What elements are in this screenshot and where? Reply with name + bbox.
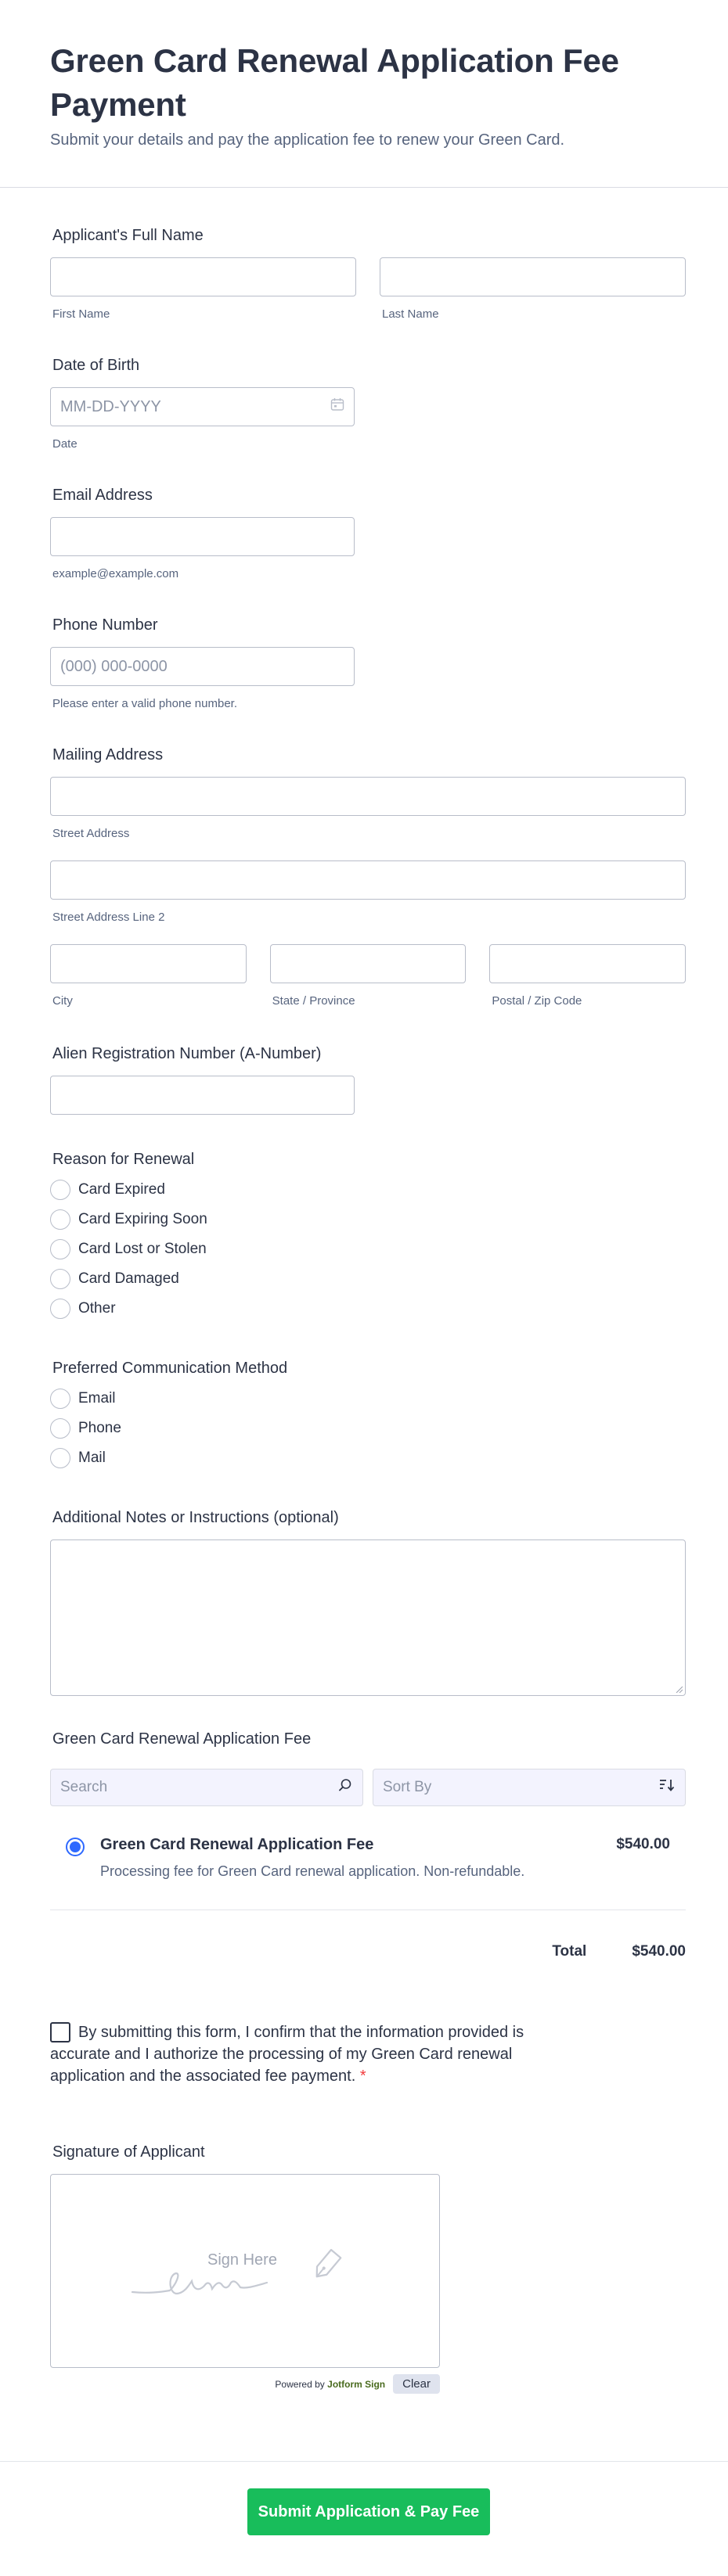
- reason-label: Reason for Renewal: [52, 1151, 195, 1168]
- total-label: Total: [552, 1943, 587, 1960]
- reason-option-label: Card Damaged: [78, 1270, 179, 1287]
- street-input[interactable]: [50, 777, 686, 816]
- product-sort-placeholder: Sort By: [383, 1779, 432, 1795]
- fullname-label: Applicant's Full Name: [52, 227, 204, 244]
- comm-option[interactable]: [50, 1414, 686, 1443]
- required-asterisk: *: [359, 2068, 366, 2085]
- address-label: Mailing Address: [52, 746, 164, 763]
- email-field: [50, 487, 686, 580]
- street2-input[interactable]: [50, 860, 686, 900]
- signature-pad[interactable]: [50, 2174, 440, 2368]
- powered-by-text: [275, 2379, 385, 2390]
- street2-sublabel: Street Address Line 2: [52, 911, 165, 924]
- form-footer: [0, 2461, 728, 2576]
- notes-field: [50, 1509, 686, 1696]
- phone-sublabel: Please enter a valid phone number.: [52, 697, 237, 710]
- jotform-sign-brand: Jotform Sign: [327, 2378, 386, 2390]
- radio-button[interactable]: [50, 1299, 70, 1319]
- state-input[interactable]: [270, 944, 467, 983]
- dob-label: Date of Birth: [52, 357, 140, 374]
- product-price: $540.00: [616, 1836, 670, 1852]
- reason-option[interactable]: [50, 1175, 686, 1205]
- first-name-input[interactable]: [50, 257, 356, 296]
- radio-button[interactable]: [50, 1418, 70, 1439]
- product-description: Processing fee for Green Card renewal application. Non-refundable.: [100, 1863, 525, 1879]
- form-body: [0, 227, 728, 2394]
- signature-footer: [50, 2374, 440, 2394]
- reason-option-label: Other: [78, 1300, 116, 1317]
- anumber-input[interactable]: [50, 1076, 355, 1115]
- comm-option-label: Phone: [78, 1420, 121, 1436]
- reason-option[interactable]: [50, 1294, 686, 1324]
- clear-signature-button[interactable]: Clear: [393, 2374, 440, 2394]
- notes-textarea[interactable]: [50, 1539, 686, 1696]
- payment-label: Green Card Renewal Application Fee: [52, 1730, 312, 1748]
- powered-prefix: Powered by: [275, 2378, 325, 2390]
- reason-option[interactable]: [50, 1205, 686, 1234]
- total-value: $540.00: [632, 1943, 686, 1960]
- phone-placeholder: (000) 000-0000: [60, 657, 168, 675]
- product-search-placeholder: Search: [60, 1779, 108, 1795]
- radio-button[interactable]: [50, 1209, 70, 1230]
- comm-option-label: Mail: [78, 1450, 106, 1466]
- anumber-label: Alien Registration Number (A-Number): [52, 1045, 322, 1062]
- dob-sublabel: Date: [52, 437, 77, 451]
- anumber-field: [50, 1045, 686, 1115]
- comm-label: Preferred Communication Method: [52, 1360, 288, 1377]
- search-icon[interactable]: [337, 1777, 353, 1798]
- email-label: Email Address: [52, 487, 153, 504]
- page-title: Green Card Renewal Application Fee Payment: [50, 42, 619, 123]
- page-subtitle: Submit your details and pay the application fee to renew your Green Card.: [50, 131, 565, 149]
- sort-icon[interactable]: [658, 1777, 676, 1798]
- radio-button[interactable]: [50, 1269, 70, 1289]
- signature-scribble-icon: [51, 2175, 441, 2369]
- radio-button[interactable]: [50, 1239, 70, 1259]
- last-name-sublabel: Last Name: [382, 307, 439, 321]
- reason-option-label: Card Expired: [78, 1181, 165, 1198]
- reason-option-label: Card Expiring Soon: [78, 1211, 207, 1227]
- product-radio-selected[interactable]: [66, 1838, 85, 1856]
- radio-button[interactable]: [50, 1448, 70, 1468]
- reason-option-label: Card Lost or Stolen: [78, 1241, 207, 1257]
- radio-button[interactable]: [50, 1389, 70, 1409]
- zip-sublabel: Postal / Zip Code: [492, 994, 582, 1008]
- dob-placeholder: MM-DD-YYYY: [60, 397, 161, 415]
- reason-option[interactable]: [50, 1264, 686, 1294]
- radio-button[interactable]: [50, 1180, 70, 1200]
- email-sublabel: example@example.com: [52, 567, 179, 580]
- dob-input[interactable]: [50, 387, 355, 426]
- first-name-sublabel: First Name: [52, 307, 110, 321]
- phone-input[interactable]: [50, 647, 355, 686]
- product-search-input[interactable]: [50, 1769, 363, 1806]
- form-header: [0, 0, 728, 188]
- comm-option-label: Email: [78, 1390, 116, 1407]
- state-sublabel: State / Province: [272, 994, 355, 1008]
- payment-total: [50, 1910, 686, 1960]
- comm-field: [50, 1360, 686, 1473]
- phone-label: Phone Number: [52, 616, 158, 634]
- street-sublabel: Street Address: [52, 827, 130, 840]
- signature-placeholder: Sign Here: [207, 2251, 277, 2269]
- reason-field: [50, 1151, 686, 1324]
- product-sort-select[interactable]: [373, 1769, 686, 1806]
- dob-field: [50, 357, 686, 451]
- signature-field: [50, 2143, 686, 2394]
- city-input[interactable]: [50, 944, 247, 983]
- resize-handle-icon[interactable]: [675, 1685, 683, 1693]
- notes-label: Additional Notes or Instructions (optional): [52, 1509, 339, 1526]
- consent-field: [50, 2021, 686, 2087]
- city-sublabel: City: [52, 994, 73, 1008]
- submit-button[interactable]: Submit Application & Pay Fee: [247, 2488, 490, 2535]
- comm-option[interactable]: [50, 1384, 686, 1414]
- product-item[interactable]: [50, 1806, 686, 1910]
- phone-field: [50, 616, 686, 710]
- comm-option[interactable]: [50, 1443, 686, 1473]
- calendar-icon[interactable]: [330, 397, 344, 416]
- consent-text: By submitting this form, I confirm that the information provided is accurate and I authorize the processing of my Green Card renewal application and the associated fee payment.: [50, 2024, 524, 2085]
- zip-input[interactable]: [489, 944, 686, 983]
- product-name: Green Card Renewal Application Fee: [100, 1836, 374, 1853]
- fullname-field: [50, 227, 686, 321]
- email-input[interactable]: [50, 517, 355, 556]
- signature-label: Signature of Applicant: [52, 2143, 205, 2161]
- payment-field: [50, 1730, 686, 1960]
- last-name-input[interactable]: [380, 257, 686, 296]
- reason-option[interactable]: [50, 1234, 686, 1264]
- address-field: [50, 746, 686, 1008]
